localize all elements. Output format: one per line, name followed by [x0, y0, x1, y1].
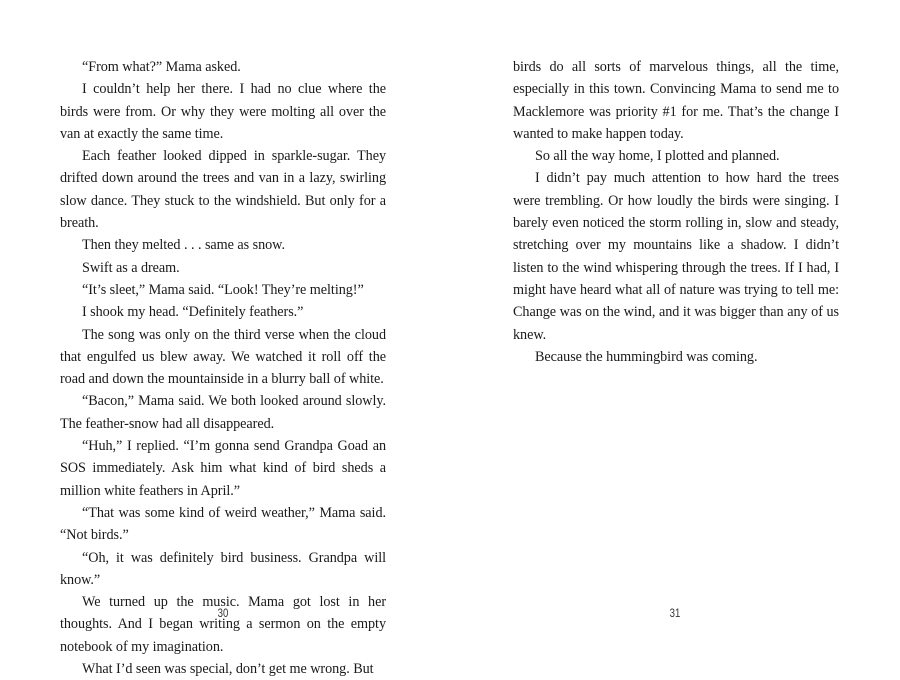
left-page: [60, 56, 386, 680]
page-number-right: 31: [669, 606, 681, 620]
paragraph-continuation: birds do all sorts of marvelous things, all the time, especially in this town. Convincing Mama to send me to Macklemore was priority #1 for me. That’s the change I wanted to make happen today.: [513, 59, 839, 142]
paragraph: Each feather looked dipped in sparkle-sugar. They drifted down around the trees and van in a lazy, swirling slow dance. They stuck to the windshield. But only for a breath.: [60, 148, 386, 232]
paragraph: Then they melted . . . same as snow.: [82, 237, 285, 254]
paragraph: “It’s sleet,” Mama said. “Look! They’re melting!”: [82, 281, 364, 298]
paragraph: I didn’t pay much attention to how hard the trees were trembling. Or how loudly the birds were singing. I barely even noticed the storm rolling in, slow and steady, stretching over my mountains like a shadow. I didn’t listen to the wind whispering through the trees. If I had, I might have heard what all of nature was trying to tell me: Change was on the wind, and it was bigger than any of us knew.: [513, 170, 839, 343]
paragraph: Because the hummingbird was coming.: [535, 348, 758, 365]
paragraph: “That was some kind of weird weather,” Mama said. “Not birds.”: [60, 504, 386, 544]
paragraph: I shook my head. “Definitely feathers.”: [82, 304, 304, 321]
paragraph: I couldn’t help her there. I had no clue where the birds were from. Or why they were molting all over the van at exactly the same time.: [60, 81, 386, 142]
paragraph: “Oh, it was definitely bird business. Grandpa will know.”: [60, 549, 386, 588]
paragraph: The song was only on the third verse when the cloud that engulfed us blew away. We watched it roll off the road and down the mountainside in a blurry ball of white.: [60, 326, 386, 388]
page-number-left: 30: [217, 606, 229, 620]
paragraph: “Bacon,” Mama said. We both looked around slowly. The feather-snow had all disappeared.: [60, 393, 386, 432]
paragraph: What I’d seen was special, don’t get me wrong. But: [82, 661, 374, 678]
paragraph: So all the way home, I plotted and planned.: [535, 148, 780, 165]
paragraph: “Huh,” I replied. “I’m gonna send Grandpa Goad an SOS immediately. Ask him what kind of bird sheds a million white feathers in April.”: [60, 438, 386, 499]
paragraph: “From what?” Mama asked.: [82, 59, 241, 75]
paragraph: Swift as a dream.: [82, 259, 180, 276]
right-page: [513, 56, 839, 368]
paragraph: We turned up the music. Mama got lost in her thoughts. And I began writing a sermon on the empty notebook of my imagination.: [60, 594, 386, 655]
